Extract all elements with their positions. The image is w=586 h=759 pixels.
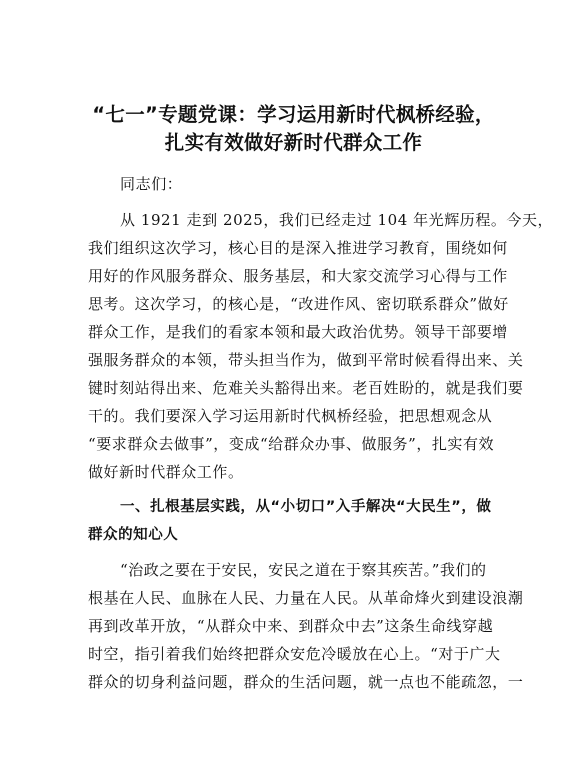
heading-line: 一、扎根基层实践，从“小切口”入手解决“大民生”，做 (120, 499, 492, 515)
paragraph-line: 干的。我们要深入学习运用新时代枫桥经验，把思想观念从 (88, 407, 493, 425)
paragraph-line: 时空，指引着我们始终把群众安危冷暖放在心上。“对于广大 (88, 645, 501, 663)
paragraph-line: 再到改革开放，“从群众中来、到群众中去”这条生命线穿越 (88, 617, 494, 635)
paragraph-line: 强服务群众的本领，带头担当作为，做到平常时候看得出来、关 (88, 351, 524, 369)
paragraph-intro (88, 206, 554, 486)
paragraph-line: 思考。这次学习，的核心是，“改进作风、密切联系群众”做好 (88, 295, 509, 313)
paragraph-line: 我们组织这次学习，核心目的是深入推进学习教育，围绕如何 (88, 239, 508, 257)
paragraph-line: 根基在人民、血脉在人民、力量在人民。从革命烽火到建设浪潮 (88, 589, 524, 607)
paragraph-line: “要求群众去做事”，变成“给群众办事、做服务”，扎实有效 (88, 435, 495, 453)
heading-line: 群众的知心人 (88, 527, 179, 543)
document-title (88, 101, 499, 157)
salutation: 同志们： (120, 175, 183, 193)
title-line-1: “七一”专题党课：学习运用新时代枫桥经验， (92, 103, 495, 126)
paragraph-line: 群众的切身利益问题，群众的生活问题，就一点也不能疏忽，一 (88, 673, 524, 691)
paragraph-line: 用好的作风服务群众、服务基层，和大家交流学习心得与工作 (88, 267, 508, 285)
section-heading (88, 493, 499, 549)
title-line-2: 扎实有效做好新时代群众工作 (164, 131, 423, 154)
paragraph-line: 从 1921 走到 2025，我们已经走过 104 年光辉历程。今天， (120, 211, 554, 229)
paragraph-line: 群众工作，是我们的看家本领和最大政治优势。领导干部要增 (88, 323, 508, 341)
paragraph-line: “治政之要在于安民，安民之道在于察其疾苦。”我们的 (120, 561, 487, 579)
paragraph-line: 键时刻站得出来、危难关头豁得出来。老百姓盼的，就是我们要 (88, 379, 524, 397)
paragraph-body (88, 556, 524, 696)
paragraph-line: 做好新时代群众工作。 (88, 463, 244, 481)
